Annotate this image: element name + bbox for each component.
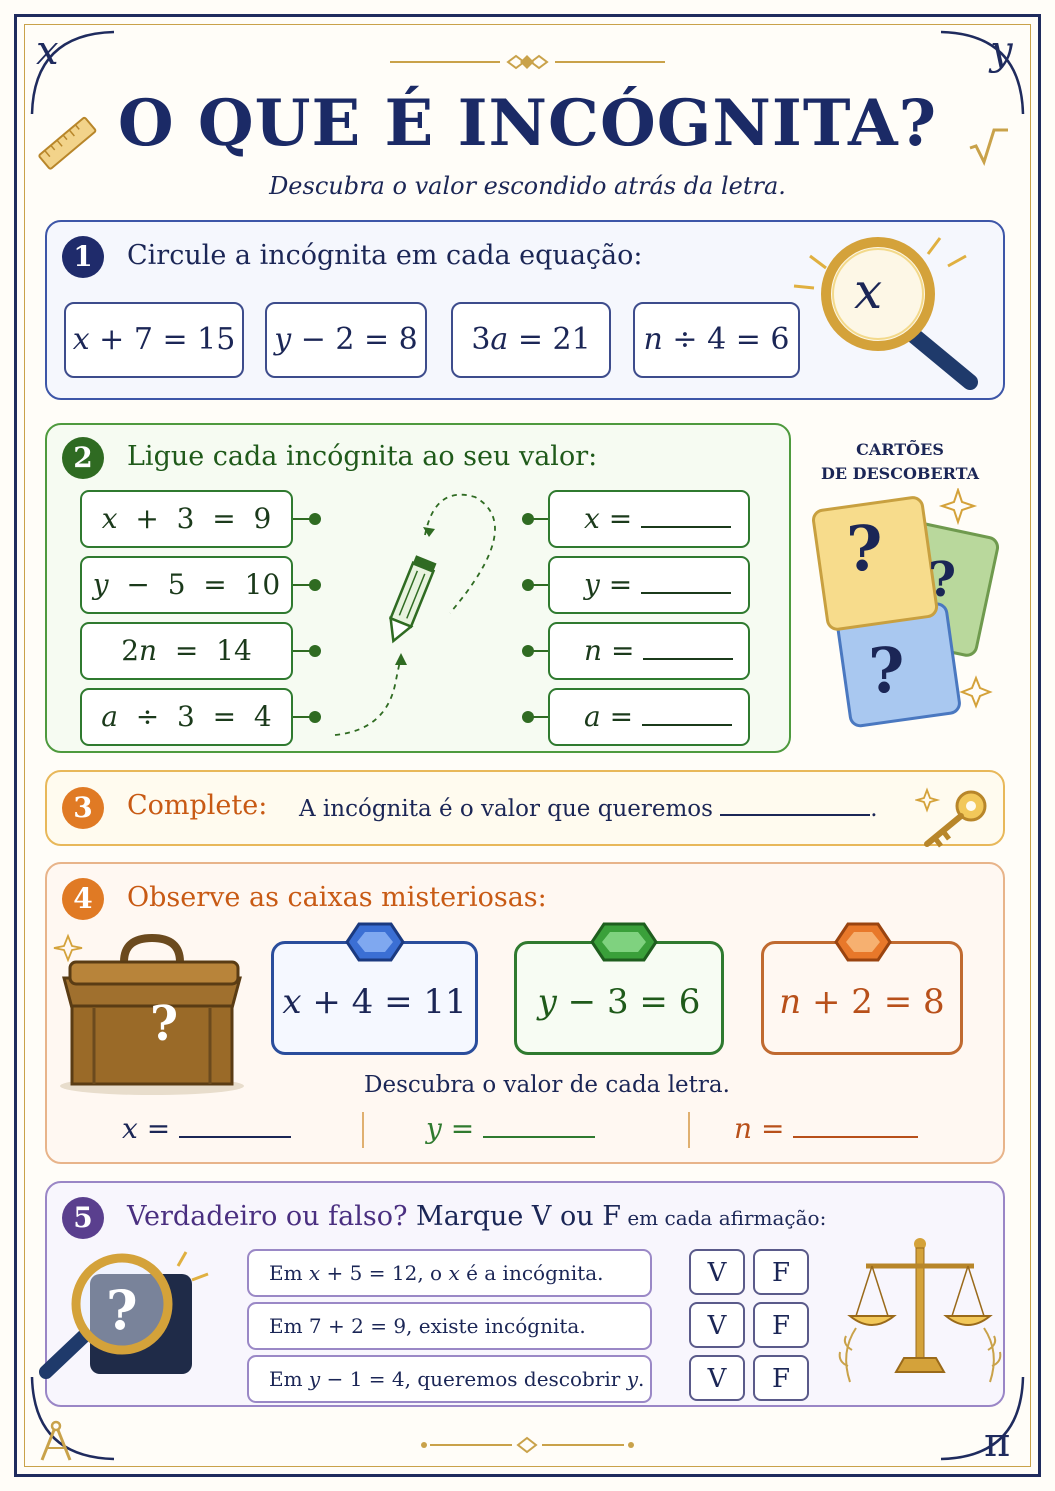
section-1-number: 1 [62, 236, 104, 278]
answer-y: y = [426, 1112, 595, 1145]
pencil-icon [325, 485, 525, 745]
true-button-2[interactable]: V [689, 1302, 745, 1348]
corner-x-symbol: x [36, 28, 59, 74]
left-equation-4[interactable]: a ÷ 3 = 4 [80, 688, 293, 746]
chest-question-mark: ? [150, 996, 179, 1052]
cards-label: CARTÕES DE DESCOBERTA [820, 440, 980, 483]
section-5-number: 5 [62, 1197, 104, 1239]
answer-n-blank[interactable] [793, 1114, 918, 1138]
section-4-heading: Observe as caixas misteriosas: [127, 882, 547, 913]
corner-y-symbol: y [990, 28, 1013, 74]
answer-divider-2 [688, 1112, 690, 1148]
blue-gem-icon [345, 918, 405, 966]
answer-n: n = [734, 1112, 918, 1145]
right-answer-3[interactable]: n = [548, 622, 750, 680]
left-equation-3[interactable]: 2n = 14 [80, 622, 293, 680]
section-3-number: 3 [62, 787, 104, 829]
page-subtitle: Descubra o valor escondido atrás da letra. [269, 172, 786, 200]
magnifier-letter: x [854, 262, 883, 320]
answer-y-blank[interactable] [483, 1114, 595, 1138]
card-question-mark-yellow: ? [846, 512, 883, 585]
magnifying-glass-icon [790, 226, 990, 394]
top-divider-ornament [390, 52, 665, 72]
mystery-box-blue[interactable]: x + 4 = 11 [271, 941, 478, 1055]
card-question-mark-green: ? [928, 552, 957, 608]
page-title: O QUE É INCÓGNITA? [117, 86, 938, 161]
section-5-question-mark: ? [106, 1278, 138, 1342]
section-3-blank[interactable] [720, 794, 870, 816]
true-button-1[interactable]: V [689, 1249, 745, 1295]
answer-x-blank[interactable] [179, 1114, 291, 1138]
right-answer-1[interactable]: x = [548, 490, 750, 548]
key-icon [915, 784, 995, 850]
right-answer-4[interactable]: a = [548, 688, 750, 746]
left-equation-2[interactable]: y − 5 = 10 [80, 556, 293, 614]
mystery-box-orange[interactable]: n + 2 = 8 [761, 941, 963, 1055]
section-3-heading: Complete: [127, 790, 268, 821]
balance-scale-icon [836, 1232, 1004, 1392]
left-connector-dots [293, 490, 325, 750]
equation-box-3[interactable]: 3a = 21 [451, 302, 611, 378]
section-2-heading: Ligue cada incógnita ao seu valor: [127, 441, 598, 472]
discovery-cards-illustration [808, 488, 1008, 738]
section-3-sentence: A incógnita é o valor que queremos . [299, 796, 878, 822]
statement-1: Em x + 5 = 12, o x é a incógnita. [247, 1249, 652, 1297]
right-answer-2[interactable]: y = [548, 556, 750, 614]
corner-pi-symbol: π [984, 1420, 1011, 1466]
section-5-heading: Verdadeiro ou falso? Marque V ou F em cada afirmação: [127, 1201, 827, 1232]
true-button-3[interactable]: V [689, 1355, 745, 1401]
mystery-box-green[interactable]: y − 3 = 6 [514, 941, 724, 1055]
false-button-3[interactable]: F [753, 1355, 809, 1401]
section-1-heading: Circule a incógnita em cada equação: [127, 240, 643, 271]
compass-icon [36, 1420, 76, 1464]
equation-box-1[interactable]: x + 7 = 15 [64, 302, 244, 378]
green-gem-icon [590, 918, 658, 966]
answer-x: x = [122, 1112, 291, 1145]
bottom-divider-ornament [420, 1435, 635, 1455]
statement-2: Em 7 + 2 = 9, existe incógnita. [247, 1302, 652, 1350]
equation-box-4[interactable]: n ÷ 4 = 6 [633, 302, 800, 378]
statement-3: Em y − 1 = 4, queremos descobrir y. [247, 1355, 652, 1403]
left-equation-1[interactable]: x + 3 = 9 [80, 490, 293, 548]
card-question-mark-blue: ? [868, 634, 905, 707]
equation-box-2[interactable]: y − 2 = 8 [265, 302, 427, 378]
answer-divider-1 [362, 1112, 364, 1148]
false-button-2[interactable]: F [753, 1302, 809, 1348]
section-4-number: 4 [62, 878, 104, 920]
section-4-instruction: Descubra o valor de cada letra. [364, 1072, 730, 1098]
false-button-1[interactable]: F [753, 1249, 809, 1295]
section-2-number: 2 [62, 437, 104, 479]
orange-gem-icon [834, 918, 892, 966]
